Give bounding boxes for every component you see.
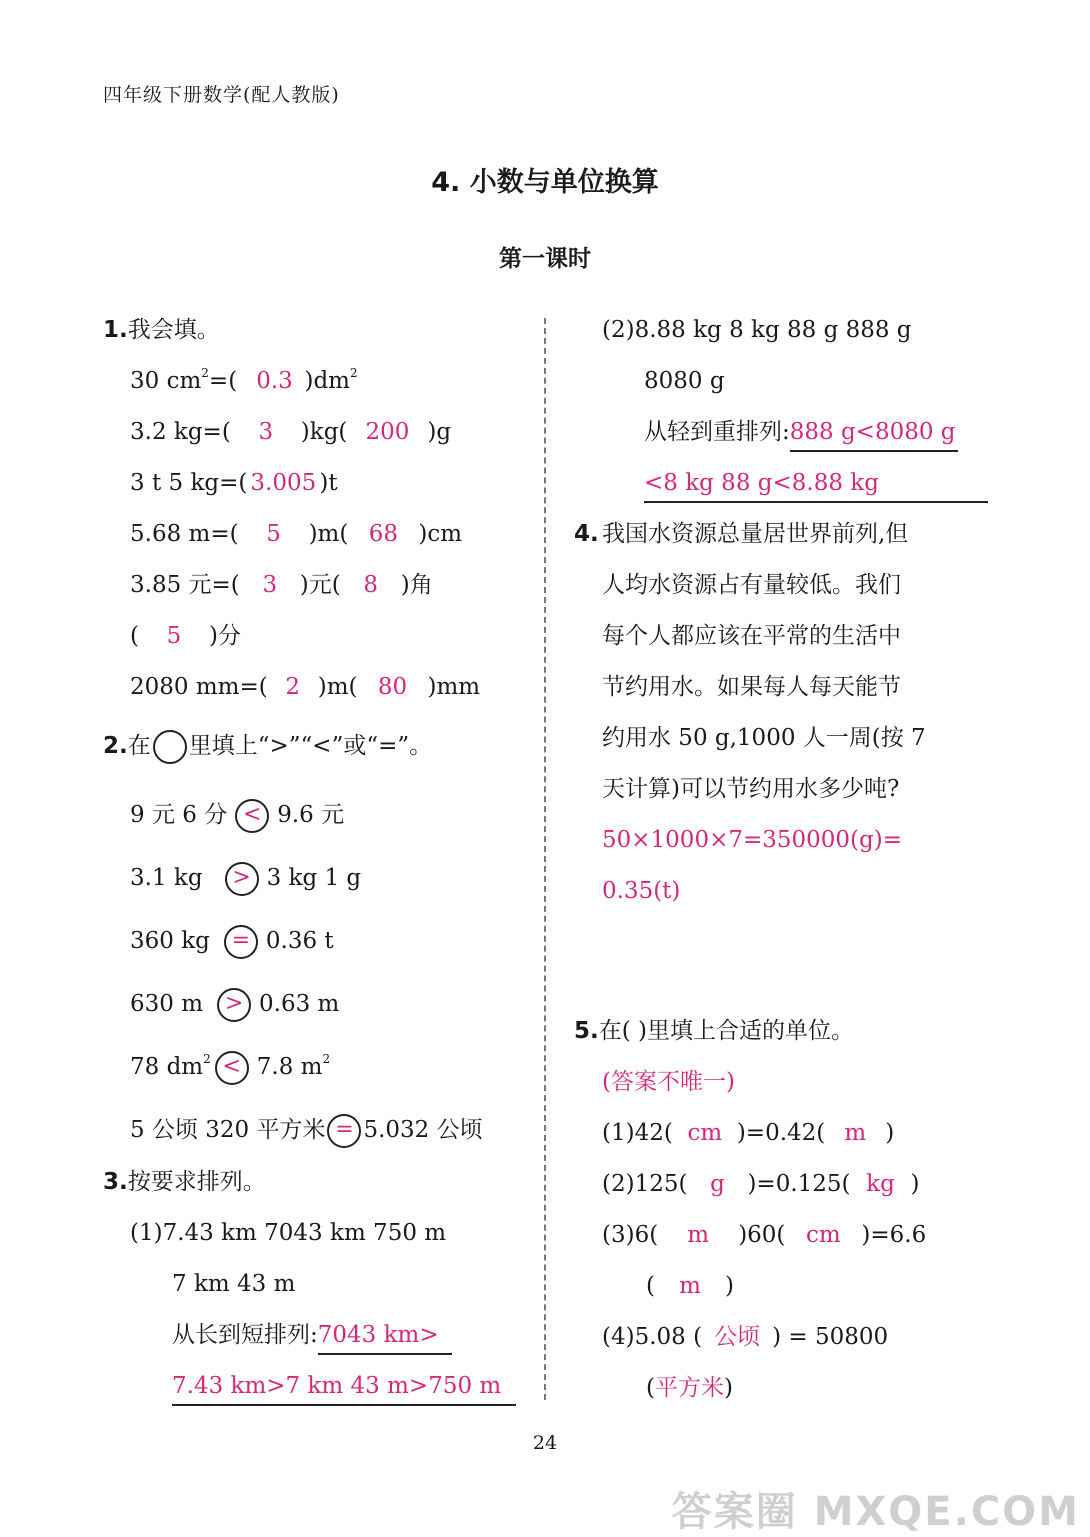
q5-note: (答案不唯一) xyxy=(602,1069,735,1095)
q1-row-3: 3 t 5 kg=( 3.005 )t xyxy=(130,470,338,496)
q3-part1-items-2: 7 km 43 m xyxy=(172,1271,296,1297)
watermark: 答案圈 MXQE.COM xyxy=(671,1489,1080,1535)
q5-heading: 5.在( )里填上合适的单位。 xyxy=(574,1018,855,1044)
running-header: 四年级下册数学(配人教版) xyxy=(103,84,340,106)
column-divider xyxy=(544,318,546,1400)
q1-row-4: 5.68 m=( 5 )m( 68 )cm xyxy=(130,521,463,547)
lesson-title: 第一课时 xyxy=(499,246,591,272)
q5-row-1: (1)42( cm )=0.42( m ) xyxy=(602,1120,895,1146)
q1-row-5: 3.85 元=( 3 )元( 8 )角 xyxy=(130,572,433,598)
q2-row-4: 630 m > 0.63 m xyxy=(130,986,339,1022)
q1-heading: 1.我会填。 xyxy=(103,317,220,343)
q3-part1-answer: 从长到短排列:7043 km> xyxy=(172,1317,452,1353)
q5-row-3b: ( m ) xyxy=(646,1273,734,1299)
q2-row-3: 360 kg = 0.36 t xyxy=(130,923,334,959)
q3-part2-items-2: 8080 g xyxy=(644,368,725,394)
q1-row-6: ( 5 )分 xyxy=(130,623,241,649)
page-number: 24 xyxy=(532,1432,558,1454)
q3-part2-answer: 从轻到重排列:888 g<8080 g xyxy=(644,414,958,450)
answer: 0.3 xyxy=(256,368,293,394)
section-title: 4. 小数与单位换算 xyxy=(431,167,659,198)
compare-circle: > xyxy=(225,862,259,896)
q4-line-6: 天计算)可以节约用水多少吨? xyxy=(602,776,900,802)
q3-part1-answer-2: 7.43 km>7 km 43 m>750 m xyxy=(172,1368,516,1404)
compare-circle: = xyxy=(224,925,258,959)
q4-line-2: 人均水资源占有量较低。我们 xyxy=(602,572,901,598)
q3-part2-answer-2: <8 kg 88 g<8.88 kg xyxy=(644,465,988,501)
q4-number: 4. xyxy=(574,521,599,547)
q3-part2-items: (2)8.88 kg 8 kg 88 g 888 g xyxy=(602,317,912,343)
q5-row-2: (2)125( g )=0.125( kg ) xyxy=(602,1171,920,1197)
blank-circle-icon xyxy=(153,730,187,764)
q2-row-5: 78 $dm^2 < 7.8$ $m^2$ xyxy=(130,1049,330,1085)
q5-row-3: (3)6( m )60( cm )=6.6 xyxy=(602,1222,927,1248)
compare-circle: < xyxy=(215,1051,249,1085)
compare-circle: < xyxy=(235,799,269,833)
q4-line-3: 每个人都应该在平常的生活中 xyxy=(602,623,901,649)
q4-answer-2: 0.35(t) xyxy=(602,878,681,904)
q4-line-5: 约用水 50 g,1000 人一周(按 7 xyxy=(602,725,926,751)
q5-row-4b: (平方米) xyxy=(646,1375,733,1401)
q2-row-6: 5 公顷 320 平方米 = 5.032 公顷 xyxy=(130,1112,483,1148)
q2-heading: 2.在 里填上“>”“<”或“=”。 xyxy=(103,728,432,764)
q4-line-1: 我国水资源总量居世界前列,但 xyxy=(602,521,909,547)
q2-row-2: 3.1 kg > 3 kg 1 g xyxy=(130,860,361,896)
q4-line-4: 节约用水。如果每人每天能节 xyxy=(602,674,901,700)
compare-circle: = xyxy=(327,1114,361,1148)
q3-heading: 3.按要求排列。 xyxy=(103,1169,266,1195)
q1-row-2: 3.2 kg=( 3 )kg( 200 )g xyxy=(130,419,452,445)
q5-row-4: (4)5.08 ( 公顷 ) = 50800 xyxy=(602,1324,889,1350)
q3-part1-items: (1)7.43 km 7043 km 750 m xyxy=(130,1220,447,1246)
q1-row-1: 30 $cm^2=$( 0.3 )$dm^2$ xyxy=(130,363,358,399)
q1-row-7: 2080 mm=( 2 )m( 80 )mm xyxy=(130,674,481,700)
q2-row-1: 9 元 6 分 < 9.6 元 xyxy=(130,797,344,833)
compare-circle: > xyxy=(217,988,251,1022)
q4-answer-1: 50×1000×7=350000(g)= xyxy=(602,827,902,853)
